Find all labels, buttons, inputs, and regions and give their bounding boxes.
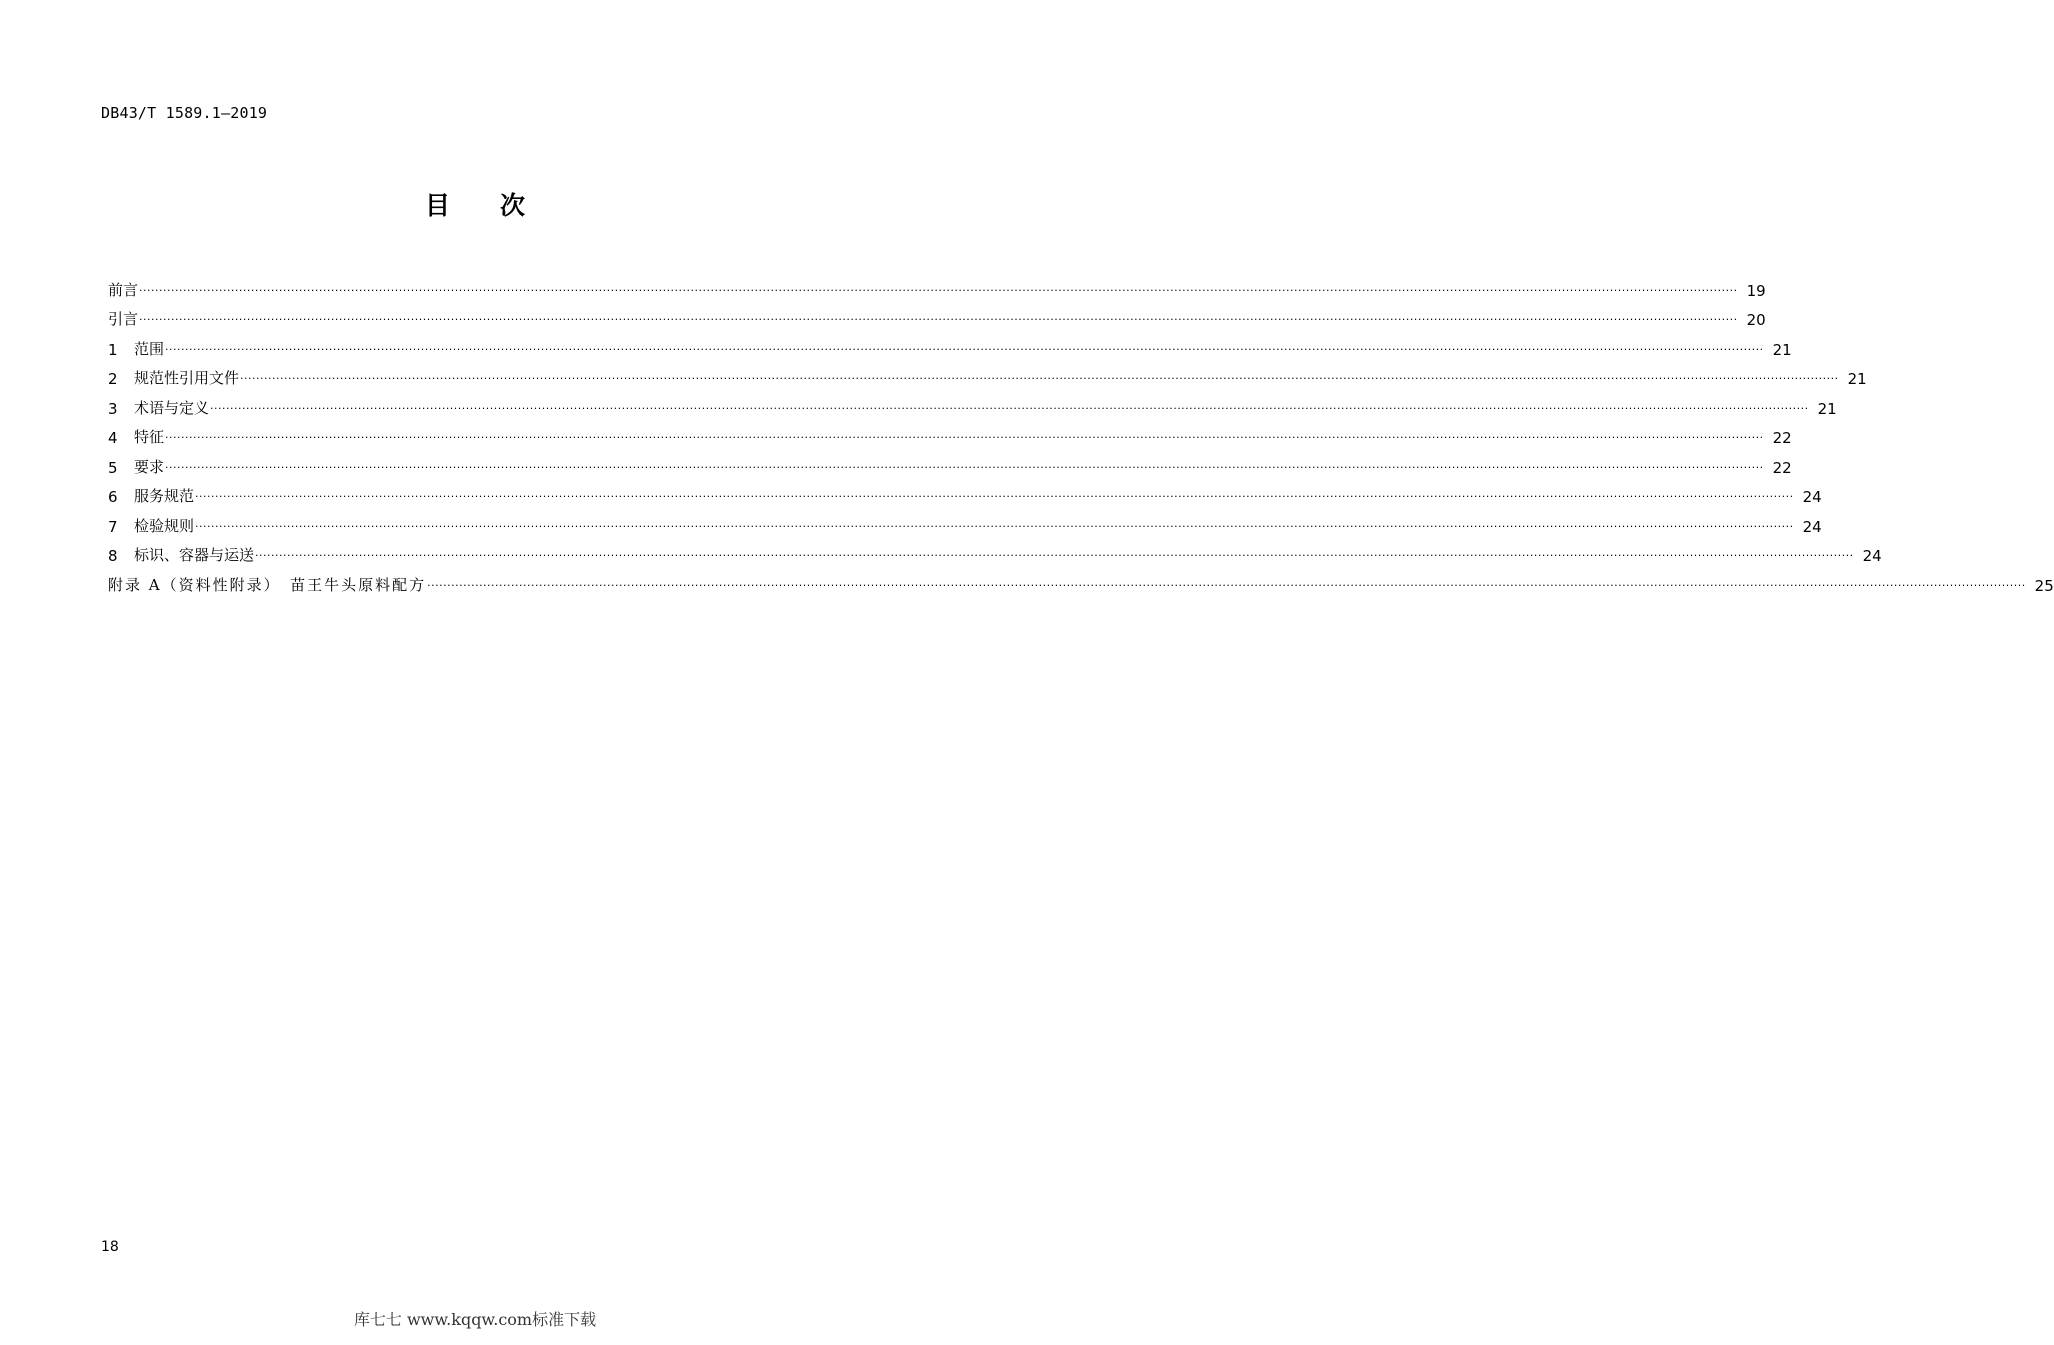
- toc-leader-dots: ················································································································································································································································································································································································································: [139, 313, 1738, 326]
- toc-leader-dots: ················································································································································································································································································································································································································: [210, 401, 1809, 415]
- toc-entry-page: 24: [1802, 517, 1822, 536]
- toc-entry-number: 3: [108, 399, 118, 418]
- toc-leader-dots: ················································································································································································································································································································································································································: [427, 578, 2026, 592]
- toc-entry[interactable]: [108, 270, 1766, 300]
- toc-entry[interactable]: [108, 359, 1867, 389]
- toc-leader-dots: ················································································································································································································································································································································································································: [165, 342, 1764, 356]
- toc-entry-label: 附录 A（资料性附录） 苗王牛头原料配方: [108, 575, 427, 594]
- toc-entry[interactable]: [108, 506, 1822, 536]
- toc-entry-label: 要求: [134, 457, 165, 476]
- document-code: DB43/T 1589.1—2019: [101, 104, 268, 122]
- toc-entry-label: 引言: [108, 310, 139, 328]
- toc-entry-number: 1: [108, 340, 118, 359]
- toc-entry-page: 19: [1746, 281, 1766, 300]
- toc-entry-label: 范围: [134, 339, 165, 358]
- toc-leader-dots: ················································································································································································································································································································································································································: [165, 460, 1764, 474]
- toc-entry[interactable]: [108, 300, 1766, 330]
- toc-entry-page: 20: [1746, 311, 1766, 329]
- toc-entry-page: 21: [1847, 370, 1867, 388]
- toc-entry[interactable]: [108, 329, 1792, 359]
- toc-entry-label: 术语与定义: [134, 398, 210, 417]
- toc-entry-page: 21: [1772, 340, 1792, 359]
- toc-entry-label: 检验规则: [134, 516, 195, 535]
- toc-leader-dots: ················································································································································································································································································································································································································: [165, 431, 1764, 444]
- toc-entry-number: 4: [108, 429, 118, 447]
- toc-entry-number: 7: [108, 517, 118, 536]
- toc-leader-dots: ················································································································································································································································································································································································································: [139, 283, 1738, 297]
- toc-entry-page: 21: [1817, 399, 1837, 418]
- toc-entry-page: 22: [1772, 458, 1792, 477]
- toc-entry[interactable]: [108, 565, 2054, 595]
- toc-leader-dots: ················································································································································································································································································································································································································: [195, 519, 1794, 533]
- toc-entry[interactable]: [108, 536, 1882, 566]
- page-title: 目次: [424, 191, 575, 220]
- toc-entry[interactable]: [108, 447, 1792, 477]
- toc-entry[interactable]: [108, 477, 1822, 507]
- toc-entry-number: 2: [108, 370, 118, 388]
- toc-leader-dots: ················································································································································································································································································································································································································: [195, 490, 1794, 503]
- toc-entry-label: 标识、容器与运送: [134, 546, 255, 564]
- toc-leader-dots: ················································································································································································································································································································································································································: [255, 549, 1854, 562]
- toc-entry-label: 服务规范: [134, 487, 195, 505]
- toc-leader-dots: ················································································································································································································································································································································································································: [240, 372, 1839, 385]
- toc-entry-page: 24: [1802, 488, 1822, 506]
- toc-entry-label: 规范性引用文件: [134, 369, 240, 387]
- toc-entry[interactable]: [108, 388, 1837, 418]
- toc-entry-number: 8: [108, 547, 118, 565]
- toc-entry-number: 5: [108, 458, 118, 477]
- toc-entry-label: 特征: [134, 428, 165, 446]
- table-of-contents: [108, 270, 2054, 595]
- toc-entry-page: 24: [1862, 547, 1882, 565]
- page-number: 18: [101, 1239, 119, 1255]
- toc-entry-label: 前言: [108, 280, 139, 299]
- toc-entry-number: 6: [108, 488, 118, 506]
- footer-watermark: 库七七 www.kqqw.com标准下载: [353, 1310, 597, 1329]
- toc-entry[interactable]: [108, 418, 1792, 448]
- toc-entry-page: 22: [1772, 429, 1792, 447]
- toc-entry-page: 25: [2034, 576, 2054, 595]
